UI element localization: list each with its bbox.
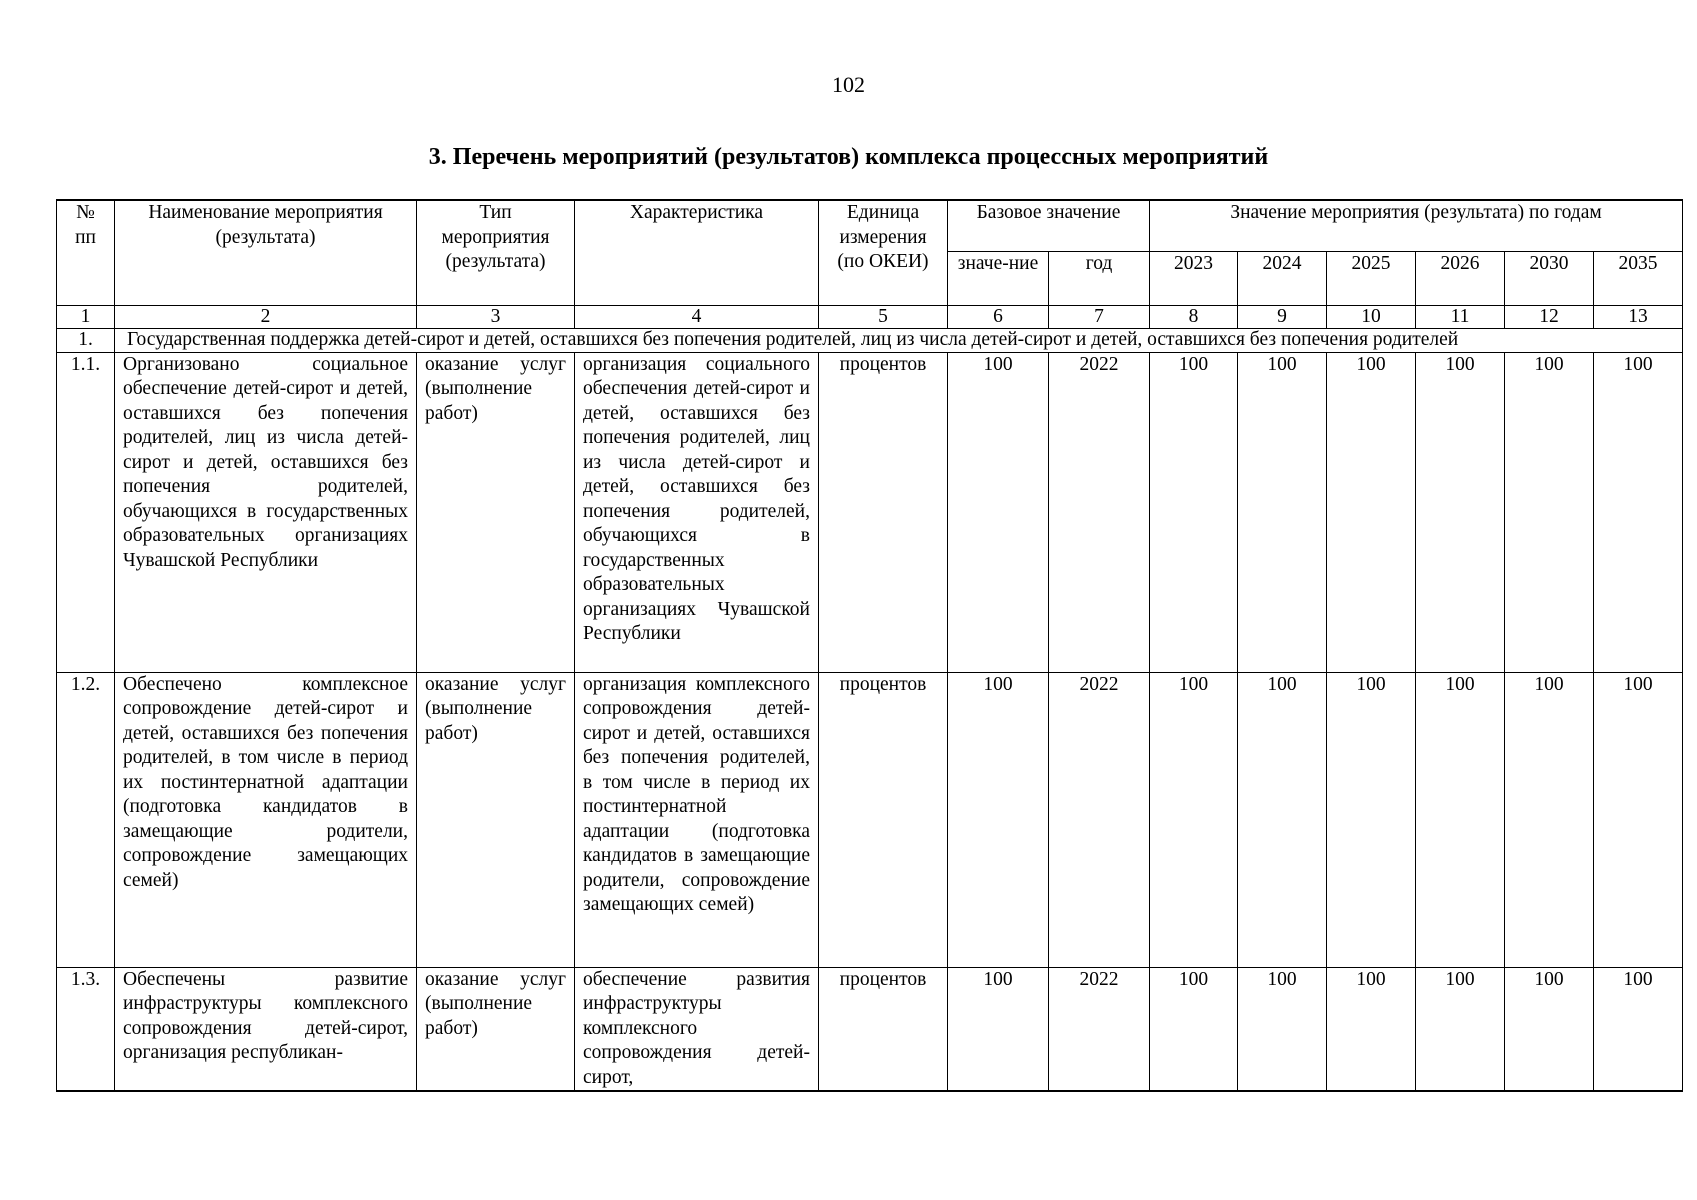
row-value: 100 [1594, 672, 1683, 967]
row-base-year: 2022 [1049, 967, 1150, 1091]
column-number: 4 [575, 305, 819, 328]
row-value: 100 [1505, 352, 1594, 672]
row-value: 100 [1150, 967, 1238, 1091]
column-number: 6 [948, 305, 1049, 328]
row-base-value: 100 [948, 967, 1049, 1091]
row-characteristic: организация социального обеспечения детей-сирот и детей, оставшихся без попечения родителей, лиц из числа детей-сирот и детей, оставшихся без попечения родителей, обучающихся в государственных образовательных организациях Чувашской Республики [575, 352, 819, 672]
header-num: № пп [57, 200, 115, 305]
row-base-value: 100 [948, 672, 1049, 967]
header-type: Тип мероприятия (результата) [417, 200, 575, 305]
header-year: 2035 [1594, 251, 1683, 305]
column-number: 8 [1150, 305, 1238, 328]
column-number: 12 [1505, 305, 1594, 328]
row-num: 1.2. [57, 672, 115, 967]
row-name: Организовано социальное обеспечение детей-сирот и детей, оставшихся без попечения родителей, лиц из числа детей-сирот и детей, оставшихся без попечения родителей, обучающихся в государственных образовательных организациях Чувашской Республики [115, 352, 417, 672]
row-num: 1.3. [57, 967, 115, 1091]
column-number: 3 [417, 305, 575, 328]
header-year: 2024 [1238, 251, 1327, 305]
row-value: 100 [1238, 967, 1327, 1091]
row-unit: процентов [819, 352, 948, 672]
header-name: Наименование мероприятия (результата) [115, 200, 417, 305]
row-base-value: 100 [948, 352, 1049, 672]
section-title: Государственная поддержка детей-сирот и детей, оставшихся без попечения родителей, лиц из числа детей-сирот и детей, оставшихся без попечения родителей [115, 328, 1683, 352]
row-characteristic: организация комплексного сопровождения детей-сирот и детей, оставшихся без попечения родителей, в том числе в период их постинтернатной адаптации (подготовка кандидатов в замещающие родители, сопровождение замещающих семей) [575, 672, 819, 967]
header-base-value-sub: значе-ние [948, 251, 1049, 305]
column-number: 7 [1049, 305, 1150, 328]
row-unit: процентов [819, 967, 948, 1091]
header-year: 2026 [1416, 251, 1505, 305]
section-row [57, 328, 1683, 352]
column-number: 13 [1594, 305, 1683, 328]
row-value: 100 [1238, 672, 1327, 967]
row-name: Обеспечены развитие инфраструктуры комплексного сопровождения детей-сирот, организация республикан- [115, 967, 417, 1091]
row-value: 100 [1150, 672, 1238, 967]
row-value: 100 [1505, 672, 1594, 967]
row-value: 100 [1594, 967, 1683, 1091]
column-number: 10 [1327, 305, 1416, 328]
table-row [57, 967, 1683, 1091]
column-number: 1 [57, 305, 115, 328]
column-number: 9 [1238, 305, 1327, 328]
header-row-1 [57, 200, 1683, 251]
row-base-year: 2022 [1049, 352, 1150, 672]
row-type: оказание услуг (выполнение работ) [417, 672, 575, 967]
row-value: 100 [1238, 352, 1327, 672]
row-value: 100 [1327, 672, 1416, 967]
table-row [57, 352, 1683, 672]
column-number: 2 [115, 305, 417, 328]
row-value: 100 [1327, 967, 1416, 1091]
document-title: 3. Перечень мероприятий (результатов) комплекса процессных мероприятий [428, 144, 1269, 170]
table-row [57, 672, 1683, 967]
row-base-year: 2022 [1049, 672, 1150, 967]
page-number: 102 [832, 72, 865, 97]
column-number: 5 [819, 305, 948, 328]
row-value: 100 [1594, 352, 1683, 672]
header-values-by-year: Значение мероприятия (результата) по годам [1150, 200, 1683, 251]
row-characteristic: обеспечение развития инфраструктуры комплексного сопровождения детей-сирот, [575, 967, 819, 1091]
header-unit: Единица измерения (по ОКЕИ) [819, 200, 948, 305]
header-year: 2030 [1505, 251, 1594, 305]
header-year: 2025 [1327, 251, 1416, 305]
section-num: 1. [57, 328, 115, 352]
row-unit: процентов [819, 672, 948, 967]
row-value: 100 [1416, 352, 1505, 672]
row-value: 100 [1505, 967, 1594, 1091]
header-base-year-sub: год [1049, 251, 1150, 305]
header-characteristic: Характеристика [575, 200, 819, 305]
row-value: 100 [1150, 352, 1238, 672]
header-base-value: Базовое значение [948, 200, 1150, 251]
row-value: 100 [1416, 672, 1505, 967]
row-type: оказание услуг (выполнение работ) [417, 352, 575, 672]
row-value: 100 [1416, 967, 1505, 1091]
row-type: оказание услуг (выполнение работ) [417, 967, 575, 1091]
row-name: Обеспечено комплексное сопровождение детей-сирот и детей, оставшихся без попечения родителей, в том числе в период их постинтернатной адаптации (подготовка кандидатов в замещающие родители, сопровождение замещающих семей) [115, 672, 417, 967]
header-year: 2023 [1150, 251, 1238, 305]
column-number: 11 [1416, 305, 1505, 328]
events-table [56, 199, 1683, 1092]
column-numbers-row [57, 305, 1683, 328]
row-value: 100 [1327, 352, 1416, 672]
row-num: 1.1. [57, 352, 115, 672]
